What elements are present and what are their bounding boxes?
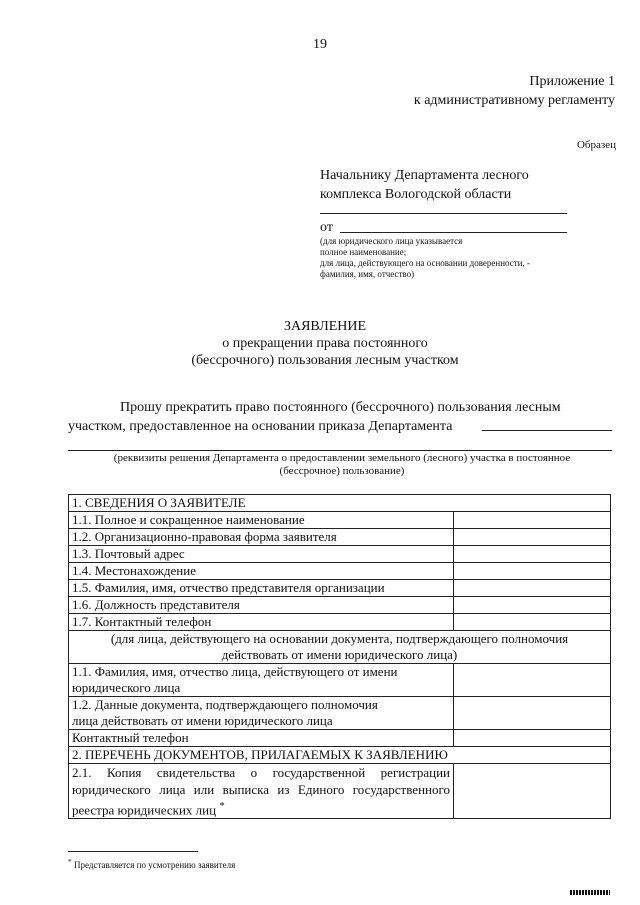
addressee-line1: Начальнику Департамента лесного xyxy=(320,168,529,183)
row-label xyxy=(69,697,454,730)
addressee-underline xyxy=(320,213,567,214)
asterisk-mark: * xyxy=(219,800,225,812)
sample-label: Образец xyxy=(576,139,616,151)
row-value-cell[interactable] xyxy=(454,512,611,529)
footnote-text: Представляется по усмотрению заявителя xyxy=(74,860,236,870)
row-label-line2: лица действовать от имени юридического лица xyxy=(72,713,333,728)
row-value-cell[interactable] xyxy=(454,563,611,580)
footnote xyxy=(68,857,235,870)
table-row xyxy=(69,529,611,546)
table-row xyxy=(69,730,611,747)
row-label: Контактный телефон xyxy=(69,730,454,747)
request-line1: Прошу прекратить право постоянного (бессрочного) пользования лесным xyxy=(120,400,561,415)
table-row xyxy=(69,597,611,614)
row-label: 1.1. Полное и сокращенное наименование xyxy=(69,512,454,529)
from-note xyxy=(320,236,620,280)
from-field[interactable] xyxy=(340,232,567,233)
row-value-cell[interactable] xyxy=(454,664,611,697)
request-line2: участком, предоставленное на основании приказа Департамента xyxy=(68,419,453,434)
row-label-line2: юридического лица xyxy=(72,680,181,695)
section1-heading: 1. СВЕДЕНИЯ О ЗАЯВИТЕЛЕ xyxy=(69,495,611,512)
row-value-cell[interactable] xyxy=(454,697,611,730)
requisites-note-line2: (бессрочное) пользование) xyxy=(279,465,405,477)
row-label-line1: 1.2. Данные документа, подтверждающего полномочия xyxy=(72,697,378,712)
row-label: 1.6. Должность представителя xyxy=(69,597,454,614)
title-line2: о прекращении права постоянного xyxy=(222,336,428,351)
table-row xyxy=(69,512,611,529)
table-row xyxy=(69,563,611,580)
addressee xyxy=(320,166,580,204)
row-label: 1.2. Организационно-правовая форма заявителя xyxy=(69,529,454,546)
document-title xyxy=(185,318,465,369)
proxy-header-line1: (для лица, действующего на основании документа, подтверждающего полномочия xyxy=(110,631,569,646)
requisites-note-line1: (реквизиты решения Департамента о предоставлении земельного (лесного) участка в постоянное xyxy=(113,452,571,464)
requisites-note xyxy=(68,452,616,478)
row-value-cell[interactable] xyxy=(454,597,611,614)
table-row xyxy=(69,546,611,563)
row-label: 1.4. Местонахождение xyxy=(69,563,454,580)
row-label: 1.3. Почтовый адрес xyxy=(69,546,454,563)
from-note-line1: (для юридического лица указывается xyxy=(320,236,463,246)
footnote-mark: * xyxy=(68,857,72,866)
from-note-line2: полное наименование; xyxy=(320,247,407,257)
applicant-table xyxy=(68,494,611,819)
table-row xyxy=(69,614,611,631)
from-note-line3: для лица, действующего на основании доверенности, - xyxy=(320,258,530,268)
from-note-line4: фамилия, имя, отчество) xyxy=(320,269,415,279)
row-label-line1: 1.1. Фамилия, имя, отчество лица, действующего от имени xyxy=(72,664,398,679)
row-value-cell[interactable] xyxy=(454,614,611,631)
addressee-line2: комплекса Вологодской области xyxy=(320,187,512,202)
row-value-cell[interactable] xyxy=(454,730,611,747)
row-label: 1.5. Фамилия, имя, отчество представителя организации xyxy=(69,580,454,597)
section2-row xyxy=(69,747,611,764)
footnote-divider xyxy=(68,851,198,852)
scan-marks xyxy=(570,890,610,895)
table-row xyxy=(69,580,611,597)
proxy-header-line2: действовать от имени юридического лица) xyxy=(221,647,458,662)
appendix-line2: к административному регламенту xyxy=(413,93,615,108)
row-value-cell[interactable] xyxy=(454,580,611,597)
from-label: от xyxy=(320,220,333,235)
proxy-header-row xyxy=(69,631,611,664)
requisites-field[interactable] xyxy=(68,450,612,451)
order-field[interactable] xyxy=(482,430,612,431)
appendix-header xyxy=(414,72,615,110)
row-label xyxy=(69,664,454,697)
row-value-cell[interactable] xyxy=(454,546,611,563)
document-row-label xyxy=(69,764,454,819)
table-row xyxy=(69,697,611,730)
table-row xyxy=(69,664,611,697)
section1-row xyxy=(69,495,611,512)
row-label: 1.7. Контактный телефон xyxy=(69,614,454,631)
row-value-cell[interactable] xyxy=(454,764,611,819)
row-value-cell[interactable] xyxy=(454,529,611,546)
section2-heading: 2. ПЕРЕЧЕНЬ ДОКУМЕНТОВ, ПРИЛАГАЕМЫХ К ЗАЯВЛЕНИЮ xyxy=(69,747,611,764)
page-number: 19 xyxy=(313,37,327,52)
title-line1: ЗАЯВЛЕНИЕ xyxy=(283,319,367,334)
appendix-line1: Приложение 1 xyxy=(529,74,615,89)
document-row-text: 2.1. Копия свидетельства о государственной регистрации юридического лица или выписка из Единого государственного реестра юридических лиц xyxy=(72,765,450,818)
title-line3: (бессрочного) пользования лесным участком xyxy=(191,353,459,368)
proxy-header xyxy=(69,631,611,664)
table-row xyxy=(69,764,611,819)
